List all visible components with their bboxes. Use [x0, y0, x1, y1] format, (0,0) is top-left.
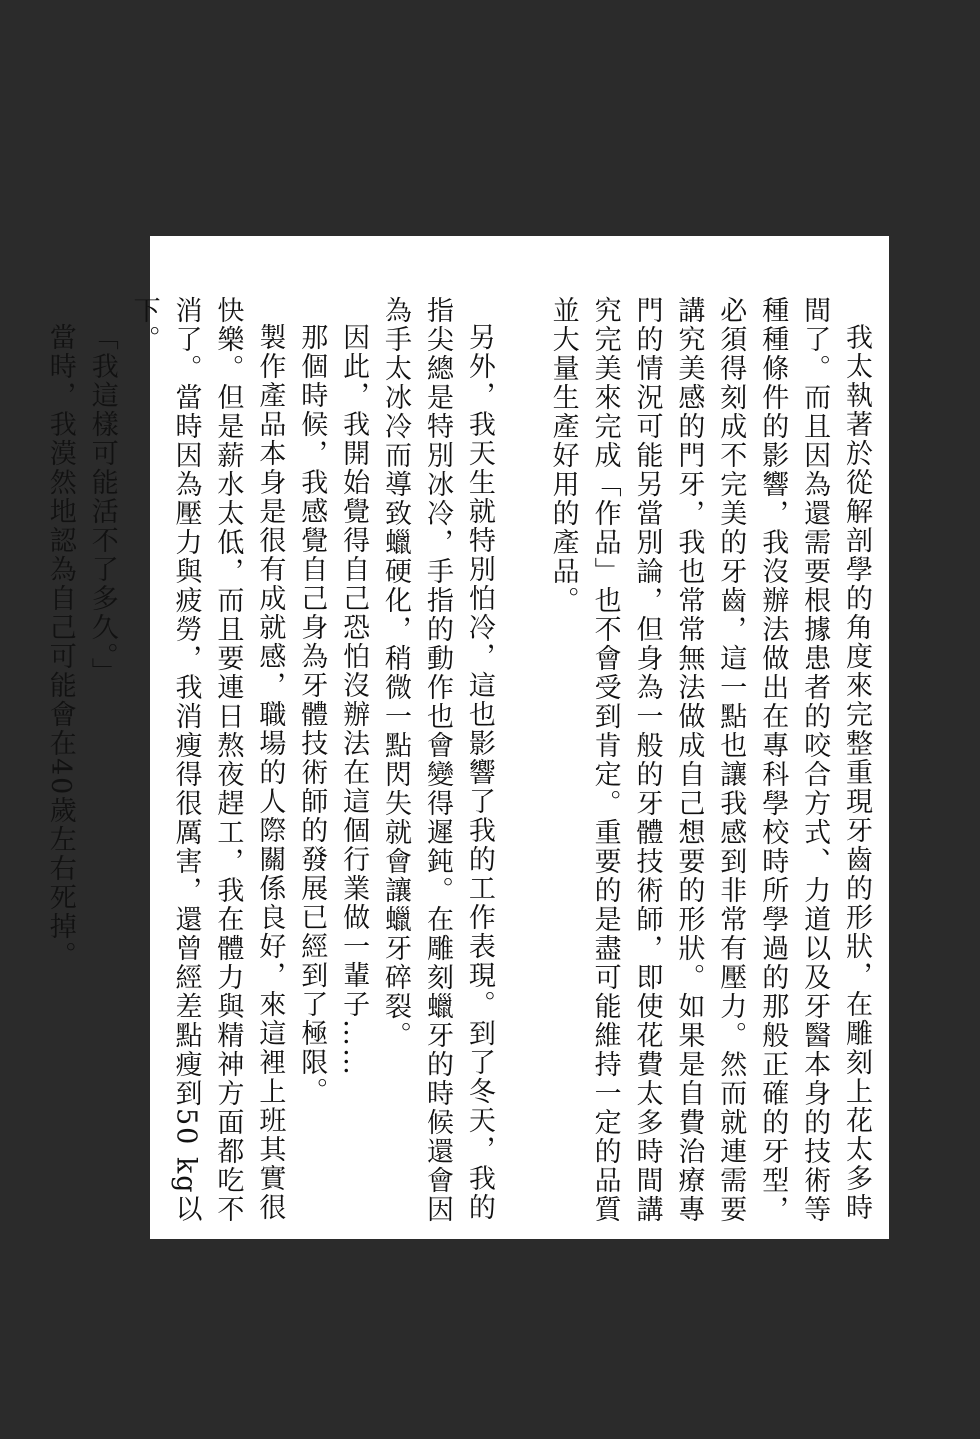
paragraph-7: 當時，我漠然地認為自己可能會在40歲左右死掉。	[44, 323, 76, 971]
paragraph-4: 那個時候，我感覺自己身為牙體技術師的發展已經到了極限。	[296, 323, 328, 1106]
paragraph-1: 我太執著於從解剖學的角度來完整重現牙齒的形狀，在雕刻上花太多時間了。而且因為還需要根據患者的咬合方式、力道以及牙醫本身的技術等種種條件的影響，我沒辦法做出在專科學校時所學過的那般正確的牙型，必須得刻成不完美的牙齒，這一點也讓我感到非常有壓力。然而就連需要講究美感的門牙，我也常常無法做成自己想要的形狀。如果是自費治療專門的情況可能另當別論，但身為一般的牙體技術師，即使花費太多時間講究完美來完成「作品」也不會受到肯定。重要的是盡可能維持一定的品質並大量生產好用的產品。	[547, 296, 872, 1224]
book-page	[44, 236, 889, 1239]
paragraph-2: 另外，我天生就特別怕冷，這也影響了我的工作表現。到了冬天，我的指尖總是特別冰冷，手指的動作也會變得遲鈍。在雕刻蠟牙的時候還會因為手太冰冷而導致蠟硬化，稍微一點閃失就會讓蠟牙碎裂。	[380, 296, 495, 1224]
paragraph-5: 製作產品本身是很有成就感，職場的人際關係良好，來這裡上班其實很快樂。但是薪水太低，而且要連日熬夜趕工，我在體力與精神方面都吃不消了。當時因為壓力與疲勞，我消瘦得很厲害，還曾經差點瘦到50 kg以下。	[128, 296, 286, 1224]
paragraph-gap	[500, 296, 542, 1241]
paragraph-3: 因此，我開始覺得自己恐怕沒辦法在這個行業做一輩子……	[338, 323, 370, 1077]
paragraph-quote: 「我這樣可能活不了多久。」	[86, 323, 118, 687]
vertical-text-body	[39, 296, 877, 1241]
